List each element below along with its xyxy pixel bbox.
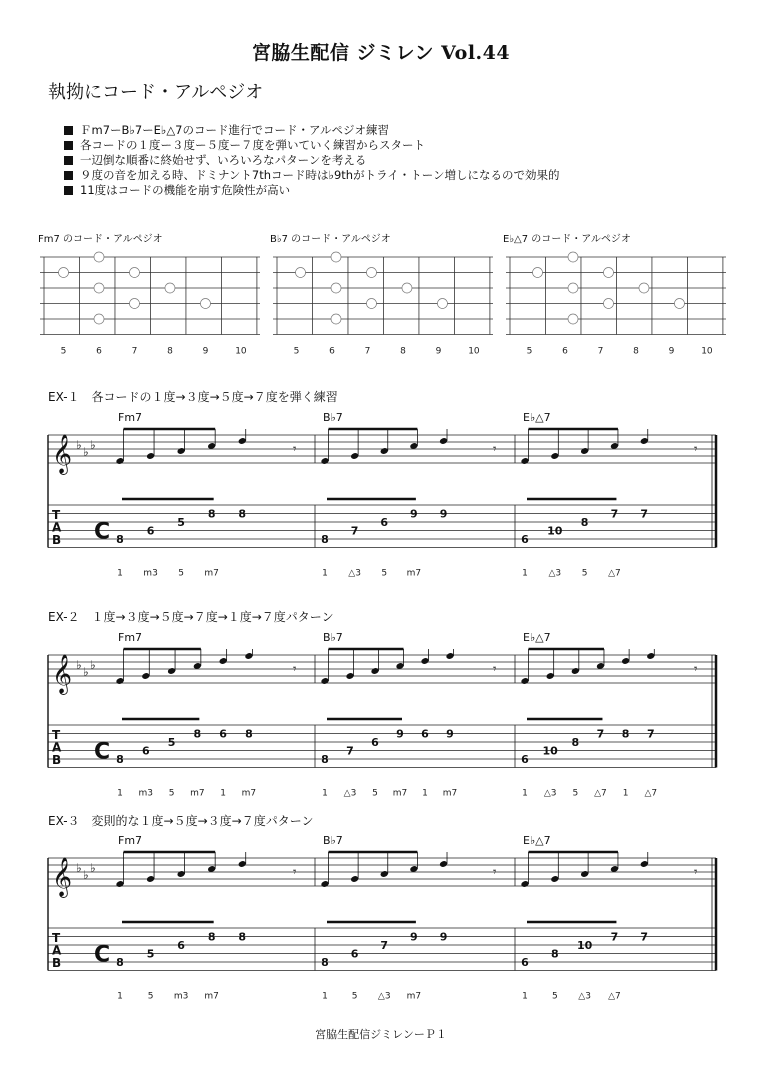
bullet-item: ９度の音を加える時、ドミナント7thコード時は♭9thがトライ・トーン増しになるので効果的 bbox=[64, 168, 560, 183]
fret-number: 8 bbox=[633, 346, 639, 357]
tab-fret-number: 6 bbox=[141, 744, 150, 758]
note-marker bbox=[603, 268, 613, 278]
tab-fret-number: 8 bbox=[207, 507, 216, 521]
tab-fret-number: 6 bbox=[219, 727, 227, 741]
tab-fret-number: 8 bbox=[571, 736, 580, 749]
tab-fret-number: 8 bbox=[245, 727, 253, 741]
interval-degree: 1 bbox=[322, 991, 328, 1002]
interval-degree: 1 bbox=[117, 788, 123, 799]
key-flat: ♭ bbox=[83, 664, 89, 679]
page-title: 宮脇生配信 ジミレン Vol.44 bbox=[251, 42, 511, 64]
rest: 𝄾 bbox=[694, 662, 698, 678]
interval-degree: △3 bbox=[543, 788, 557, 799]
note-marker bbox=[94, 252, 104, 262]
rest: 𝄾 bbox=[293, 662, 297, 678]
fret-number: 8 bbox=[400, 346, 406, 357]
tab-fret-number: 8 bbox=[621, 727, 630, 741]
note-marker bbox=[674, 299, 684, 309]
interval-degree: 5 bbox=[551, 991, 558, 1002]
tab-fret-number: 7 bbox=[346, 744, 354, 758]
example-label-3: EX-３ 変則的な１度→５度→３度→７度パターン bbox=[48, 814, 314, 828]
interval-degree: m7 bbox=[406, 991, 422, 1002]
tab-fret-number: 7 bbox=[640, 507, 649, 521]
diagram-label-ebmaj7: E♭△7 のコード・アルペジオ bbox=[503, 234, 631, 245]
tab-fret-number: 9 bbox=[439, 930, 448, 944]
tab-fret-number: 8 bbox=[116, 956, 124, 969]
interval-degree: m7 bbox=[442, 788, 458, 799]
interval-degree: 5 bbox=[147, 991, 154, 1002]
tab-fret-number: 7 bbox=[610, 507, 619, 521]
interval-degree: m7 bbox=[190, 788, 205, 799]
interval-degree: 1 bbox=[522, 788, 528, 799]
rest: 𝄾 bbox=[493, 442, 497, 458]
example-label-2: EX-２ １度→３度→５度→７度→１度→７度パターン bbox=[48, 610, 334, 624]
rest: 𝄾 bbox=[694, 442, 698, 458]
interval-degree: 1 bbox=[422, 788, 428, 799]
interval-degree: 5 bbox=[581, 568, 588, 579]
chord-name: Fm7 bbox=[118, 631, 143, 644]
interval-degree: △3 bbox=[348, 568, 361, 579]
treble-clef: 𝄞 bbox=[52, 654, 73, 694]
fret-number: 10 bbox=[701, 346, 713, 357]
treble-clef: 𝄞 bbox=[52, 857, 73, 897]
tab-fret-number: 5 bbox=[167, 736, 176, 749]
tab-fret-number: 7 bbox=[380, 939, 389, 952]
interval-degree: m7 bbox=[406, 568, 422, 579]
note-marker bbox=[402, 283, 412, 293]
tab-fret-number: 7 bbox=[596, 727, 605, 741]
fret-number: 9 bbox=[202, 346, 209, 357]
interval-degree: 5 bbox=[178, 568, 184, 579]
fret-number: 6 bbox=[562, 346, 568, 357]
interval-degree: 5 bbox=[572, 788, 579, 799]
time-signature: C bbox=[94, 519, 111, 545]
page-footer: 宮脇生配信ジミレンーＰ１ bbox=[315, 1028, 447, 1041]
tab-fret-number: 6 bbox=[380, 516, 389, 529]
fret-number: 5 bbox=[293, 346, 300, 357]
fret-number: 8 bbox=[167, 346, 173, 357]
fret-number: 5 bbox=[526, 346, 533, 357]
diagram-label-bb7: B♭7 のコード・アルペジオ bbox=[270, 234, 391, 245]
bullet-list bbox=[64, 123, 560, 198]
tab-clef-letter: B bbox=[52, 532, 62, 547]
interval-degree: 5 bbox=[372, 788, 378, 799]
tab-fret-number: 7 bbox=[350, 524, 359, 538]
rest: 𝄾 bbox=[694, 865, 698, 881]
interval-degree: △7 bbox=[644, 788, 658, 799]
note-marker bbox=[603, 299, 613, 309]
tab-fret-number: 6 bbox=[421, 727, 429, 741]
interval-degree: △7 bbox=[608, 568, 621, 579]
note-marker bbox=[129, 299, 139, 309]
rest: 𝄾 bbox=[293, 442, 297, 458]
tab-fret-number: 8 bbox=[550, 947, 559, 961]
tab-fret-number: 8 bbox=[321, 956, 329, 969]
fretboard-bb7 bbox=[273, 252, 493, 357]
interval-degree: 1 bbox=[220, 788, 226, 799]
key-flat: ♭ bbox=[90, 860, 96, 875]
tab-fret-number: 8 bbox=[116, 533, 124, 546]
note-marker bbox=[94, 314, 104, 324]
key-flat: ♭ bbox=[76, 860, 82, 875]
interval-degree: 1 bbox=[117, 568, 123, 579]
chord-name: E♭△7 bbox=[523, 834, 551, 847]
interval-degree: 5 bbox=[381, 568, 388, 579]
bullet-item: Ｆm7ーB♭7ーE♭△7のコード進行でコード・アルペジオ練習 bbox=[64, 123, 560, 138]
interval-degree: △3 bbox=[548, 568, 562, 579]
fretboard-fm7 bbox=[40, 252, 260, 357]
tab-clef-letter: T bbox=[52, 508, 61, 523]
tab-fret-number: 8 bbox=[321, 753, 329, 766]
key-flat: ♭ bbox=[90, 437, 96, 452]
interval-degree: 5 bbox=[351, 991, 358, 1002]
tab-fret-number: 6 bbox=[521, 753, 529, 766]
treble-clef: 𝄞 bbox=[52, 434, 73, 474]
tab-clef-letter: T bbox=[52, 728, 61, 743]
tab-fret-number: 9 bbox=[410, 930, 418, 944]
tab-fret-number: 6 bbox=[146, 524, 155, 538]
tab-fret-number: 5 bbox=[146, 947, 155, 961]
tab-fret-number: 8 bbox=[238, 930, 247, 944]
tab-fret-number: 9 bbox=[410, 507, 418, 521]
tab-fret-number: 9 bbox=[396, 727, 404, 741]
interval-degree: m7 bbox=[204, 991, 219, 1002]
note-marker bbox=[331, 252, 341, 262]
interval-degree: 1 bbox=[622, 788, 629, 799]
note-marker bbox=[639, 283, 649, 293]
tab-fret-number: 5 bbox=[177, 516, 185, 529]
key-flat: ♭ bbox=[83, 444, 89, 459]
fretboard-ebmaj7 bbox=[506, 252, 726, 357]
tab-fret-number: 8 bbox=[116, 753, 124, 766]
interval-degree: m3 bbox=[138, 788, 154, 799]
fret-number: 10 bbox=[235, 346, 247, 357]
tab-clef-letter: B bbox=[52, 752, 62, 767]
example-label-1: EX-１ 各コードの１度→３度→５度→７度を弾く練習 bbox=[48, 390, 338, 404]
tab-fret-number: 8 bbox=[321, 533, 329, 546]
fretboard-diagrams bbox=[0, 240, 762, 357]
tab-clef-letter: A bbox=[52, 943, 62, 958]
fret-number: 9 bbox=[435, 346, 442, 357]
tab-fret-number: 10 bbox=[576, 939, 593, 952]
tab-fret-number: 7 bbox=[610, 930, 619, 944]
rest: 𝄾 bbox=[493, 662, 497, 678]
interval-degree: △7 bbox=[608, 991, 621, 1002]
interval-degree: m3 bbox=[143, 568, 158, 579]
rest: 𝄾 bbox=[293, 865, 297, 881]
tab-fret-number: 6 bbox=[177, 939, 185, 952]
interval-degree: 1 bbox=[117, 991, 123, 1002]
fret-number: 7 bbox=[364, 346, 371, 357]
tab-fret-number: 8 bbox=[193, 727, 202, 741]
fret-number: 5 bbox=[60, 346, 67, 357]
tab-fret-number: 10 bbox=[547, 524, 563, 538]
note-marker bbox=[331, 283, 341, 293]
note-marker bbox=[366, 268, 376, 278]
bullet-item: 11度はコードの機能を崩す危険性が高い bbox=[64, 183, 560, 198]
note-marker bbox=[94, 283, 104, 293]
tab-fret-number: 7 bbox=[646, 727, 655, 741]
bullet-item: 一辺倒な順番に終始せず、いろいろなパターンを考える bbox=[64, 153, 560, 168]
interval-degree: m7 bbox=[241, 788, 257, 799]
interval-degree: 1 bbox=[322, 788, 328, 799]
interval-degree: m7 bbox=[392, 788, 408, 799]
tab-clef-letter: A bbox=[52, 740, 62, 755]
time-signature: C bbox=[94, 942, 111, 968]
interval-degree: △3 bbox=[343, 788, 357, 799]
tab-fret-number: 8 bbox=[207, 930, 216, 944]
note-marker bbox=[165, 283, 175, 293]
tab-fret-number: 6 bbox=[521, 533, 529, 546]
chord-name: B♭7 bbox=[323, 834, 343, 847]
note-marker bbox=[331, 314, 341, 324]
note-marker bbox=[366, 299, 376, 309]
fret-number: 9 bbox=[668, 346, 675, 357]
key-flat: ♭ bbox=[90, 657, 96, 672]
bullet-item: 各コードの１度ー３度ー５度ー７度を弾いていく練習からスタート bbox=[64, 138, 560, 153]
interval-degree: △7 bbox=[594, 788, 607, 799]
note-marker bbox=[200, 299, 210, 309]
note-marker bbox=[533, 268, 543, 278]
tab-fret-number: 8 bbox=[238, 507, 247, 521]
rest: 𝄾 bbox=[493, 865, 497, 881]
key-flat: ♭ bbox=[76, 657, 82, 672]
note-marker bbox=[568, 283, 578, 293]
tab-clef-letter: A bbox=[52, 520, 62, 535]
chord-name: B♭7 bbox=[323, 631, 343, 644]
tab-fret-number: 9 bbox=[439, 507, 448, 521]
chord-name: Fm7 bbox=[118, 411, 143, 424]
fret-number: 6 bbox=[96, 346, 102, 357]
fret-number: 10 bbox=[468, 346, 480, 357]
note-marker bbox=[129, 268, 139, 278]
example-system-1 bbox=[0, 405, 762, 605]
chord-name: E♭△7 bbox=[523, 631, 551, 644]
note-marker bbox=[568, 314, 578, 324]
key-flat: ♭ bbox=[83, 867, 89, 882]
example-system-3 bbox=[0, 828, 762, 1013]
page-subtitle: 執拗にコード・アルペジオ bbox=[48, 82, 264, 103]
note-marker bbox=[568, 252, 578, 262]
tab-fret-number: 7 bbox=[640, 930, 649, 944]
tab-fret-number: 10 bbox=[542, 744, 558, 758]
tab-fret-number: 9 bbox=[446, 727, 454, 741]
interval-degree: m3 bbox=[173, 991, 189, 1002]
chord-name: B♭7 bbox=[323, 411, 343, 424]
tab-fret-number: 6 bbox=[350, 947, 359, 961]
time-signature: C bbox=[94, 739, 111, 765]
chord-name: E♭△7 bbox=[523, 411, 551, 424]
example-system-2 bbox=[0, 625, 762, 810]
interval-degree: m7 bbox=[204, 568, 219, 579]
tab-fret-number: 8 bbox=[580, 516, 589, 529]
key-flat: ♭ bbox=[76, 437, 82, 452]
interval-degree: △3 bbox=[377, 991, 391, 1002]
fret-number: 7 bbox=[597, 346, 604, 357]
interval-degree: △3 bbox=[578, 991, 591, 1002]
interval-degree: 1 bbox=[522, 568, 528, 579]
tab-clef-letter: B bbox=[52, 955, 62, 970]
diagram-label-fm7: Fm7 のコード・アルペジオ bbox=[38, 234, 163, 245]
tab-clef-letter: T bbox=[52, 931, 61, 946]
fret-number: 6 bbox=[329, 346, 335, 357]
note-marker bbox=[437, 299, 447, 309]
chord-name: Fm7 bbox=[118, 834, 143, 847]
interval-degree: 1 bbox=[522, 991, 528, 1002]
tab-fret-number: 6 bbox=[521, 956, 529, 969]
fret-number: 7 bbox=[131, 346, 138, 357]
interval-degree: 5 bbox=[168, 788, 175, 799]
note-marker bbox=[296, 268, 306, 278]
note-marker bbox=[59, 268, 69, 278]
interval-degree: 1 bbox=[322, 568, 328, 579]
tab-fret-number: 6 bbox=[371, 736, 379, 749]
